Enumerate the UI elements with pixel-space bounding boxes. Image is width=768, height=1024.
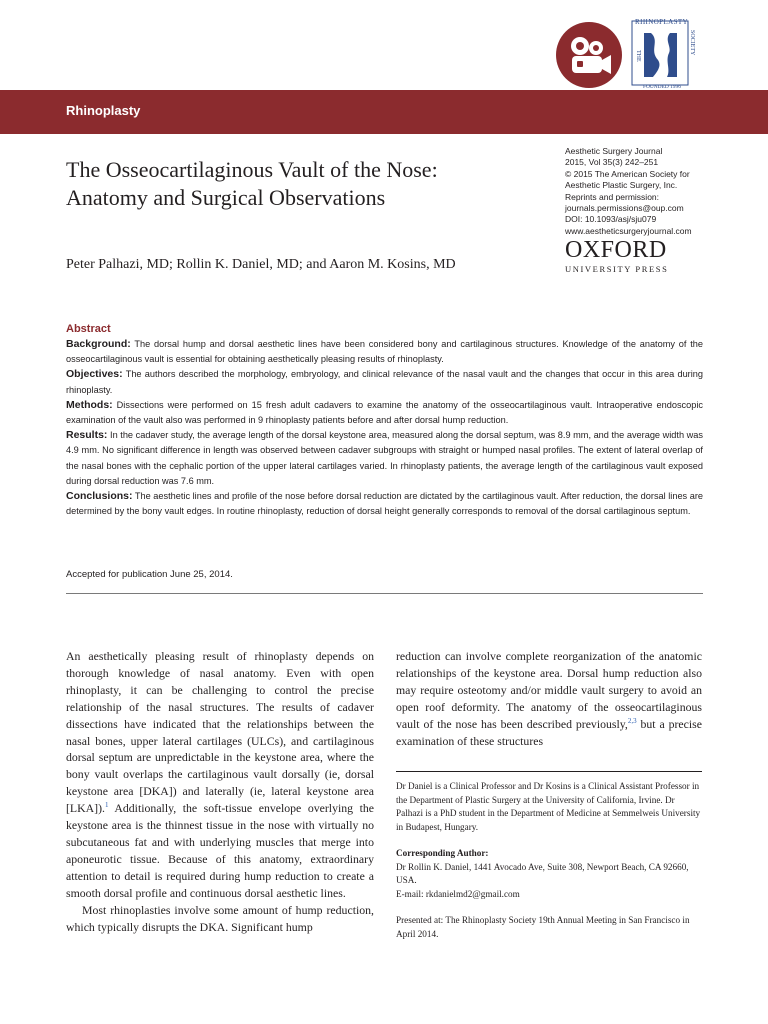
abstract-label: Methods: <box>66 398 113 411</box>
divider <box>66 593 703 594</box>
abstract-text: The dorsal hump and dorsal aesthetic lines have been considered bony and cartilaginous structures. Knowledge of the anatomy of the osseocartilaginous vault is essential for obtaining aesthetically pleasing results of rhinoplasty. <box>66 339 703 365</box>
journal-info-line: DOI: 10.1093/asj/sju079 <box>565 214 657 225</box>
abstract-conclusions <box>66 489 703 519</box>
abstract-text: The authors described the morphology, embryology, and clinical relevance of the nasal vault and the changes that occur in this area during rhinoplasty. <box>66 369 703 395</box>
abstract-methods <box>66 398 703 428</box>
footnote-divider <box>396 771 702 772</box>
affiliation-note: Dr Daniel is a Clinical Professor and Dr Kosins is a Clinical Assistant Professor in the Department of Plastic Surgery at the University of California, Irvine. Dr Palhazi is a PhD student in the Department of Medicine at Semmelweis University in Budapest, Hungary. <box>396 781 701 832</box>
abstract-text: Dissections were performed on 15 fresh adult cadavers to examine the anatomy of the osseocartilaginous vault. Intraoperative endoscopic examination of the vault also was performed in 9 rhinoplasty patients before and after dorsal hump reduction. <box>66 399 703 426</box>
abstract-heading: Abstract <box>66 323 111 335</box>
body-paragraph: Most rhinoplasties involve some amount of hump reduction, which typically disrupts the DKA. Significant hump <box>66 902 374 934</box>
journal-info <box>565 146 735 237</box>
abstract <box>66 322 703 519</box>
society-logo-society: SOCIETY <box>689 30 695 56</box>
journal-info-line: 2015, Vol 35(3) 242–251 <box>565 157 659 168</box>
asj-camera-logo <box>556 22 622 88</box>
body-column-right <box>396 648 702 749</box>
body-paragraph <box>396 648 702 749</box>
corresponding-address: Dr Rollin K. Daniel, 1441 Avocado Ave, Suite 308, Newport Beach, CA 92660, USA. <box>396 861 689 885</box>
abstract-label: Results: <box>66 429 108 442</box>
accepted-date: Accepted for publication June 25, 2014. <box>66 569 233 580</box>
society-logo-name: RHINOPLASTY <box>635 18 689 26</box>
publisher-name: OXFORD <box>565 237 667 263</box>
oxford-logo <box>565 238 668 274</box>
body-text: An aesthetically pleasing result of rhinoplasty depends on thorough knowledge of nasal anatomy. Even with open rhinoplasty, it can be challenging to control the precise relationship of the nasal structures. The results of cadaver dissections have indicated that the relationships between the nasal bones, upper lateral cartilages (ULCs), and cartilaginous dorsal septum are unpredictable in the keystone area, where the bony vault overlaps the cartilaginous vault dorsally (ie, dorsal keystone area [DKA]) and laterally (ie, lateral keystone area [LKA]). <box>66 649 374 816</box>
presented-note: Presented at: The Rhinoplasty Society 19th Annual Meeting in San Francisco in April 2014. <box>396 915 690 939</box>
publisher-subtitle: UNIVERSITY PRESS <box>565 264 669 274</box>
citation-link[interactable]: 1 <box>104 801 109 810</box>
body-paragraph <box>66 648 374 902</box>
abstract-label: Conclusions: <box>66 490 133 503</box>
corresponding-email[interactable]: E-mail: rkdanielmd2@gmail.com <box>396 888 520 899</box>
corresponding-author <box>396 847 702 901</box>
rhinoplasty-society-logo <box>629 16 701 90</box>
body-text: Additionally, the soft-tissue envelope overlying the keystone area is the thinnest tissue in the nose with virtually no subcutaneous fat and with underlying muscles that merge into aponeurotic tissue. Because of this anatomy, extraordinary attention to detail is required during hump reduction to create a smooth dorsal profile and continuous dorsal aesthetic lines. <box>66 801 374 900</box>
corresponding-label: Corresponding Author: <box>396 848 489 858</box>
abstract-background <box>66 337 703 367</box>
journal-info-line: Aesthetic Surgery Journal <box>565 146 663 156</box>
author-list: Peter Palhazi, MD; Rollin K. Daniel, MD; and Aaron M. Kosins, MD <box>66 257 456 272</box>
abstract-results <box>66 428 703 489</box>
society-logo-founded: FOUNDED 1996 <box>643 84 681 90</box>
article-title <box>66 156 516 212</box>
journal-info-line[interactable]: www.aestheticsurgeryjournal.com <box>565 225 692 236</box>
section-label: Rhinoplasty <box>66 103 141 118</box>
abstract-label: Background: <box>66 338 131 350</box>
abstract-text: The aesthetic lines and profile of the nose before dorsal reduction are dictated by the cartilaginous vault. After reduction, the dorsal lines are determined by the bony vault edges. In routine rhinoplasty, reduction of dorsal height generally corresponds to removal of the dorsal cartilaginous septum. <box>66 491 703 517</box>
journal-info-line: © 2015 The American Society for <box>565 168 690 179</box>
journal-info-line: Aesthetic Plastic Surgery, Inc. <box>565 180 678 191</box>
body-text: but a precise examination of these structures <box>396 716 703 748</box>
abstract-label: Objectives: <box>66 368 123 381</box>
abstract-text: In the cadaver study, the average length of the dorsal keystone area, measured along the dorsal septum, was 8.9 mm, and the average width was 4.9 mm. No significant difference in length was observed between cadaver subgroups with straight or humped nasal profiles. The extent of lateral overlap of the nasal bones with the cephalic portion of the upper lateral cartilages varied. In rhinoplasty patients, the average length of the cartilaginous vault exposed during dorsal reduction was 7.6 mm. <box>66 430 703 486</box>
citation-link[interactable]: 2,3 <box>627 716 637 725</box>
camera-icon <box>556 22 622 88</box>
footnotes <box>396 780 702 954</box>
body-text: reduction can involve complete reorganization of the anatomic relationships of the keystone area. Dorsal hump reduction also may require osteotomy and/or middle vault surgery to avoid an open roof deformity. The anatomy of the osseocartilaginous vault of the nose has been described previously, <box>396 649 702 731</box>
journal-info-line[interactable]: journals.permissions@oup.com <box>565 203 684 214</box>
body-column-left <box>66 648 374 935</box>
title-line-2: Anatomy and Surgical Observations <box>66 185 386 210</box>
journal-info-line: Reprints and permission: <box>565 191 660 202</box>
title-line-1: The Osseocartilaginous Vault of the Nose: <box>66 157 438 182</box>
society-logo-the: THE <box>635 50 641 62</box>
abstract-objectives <box>66 367 703 397</box>
